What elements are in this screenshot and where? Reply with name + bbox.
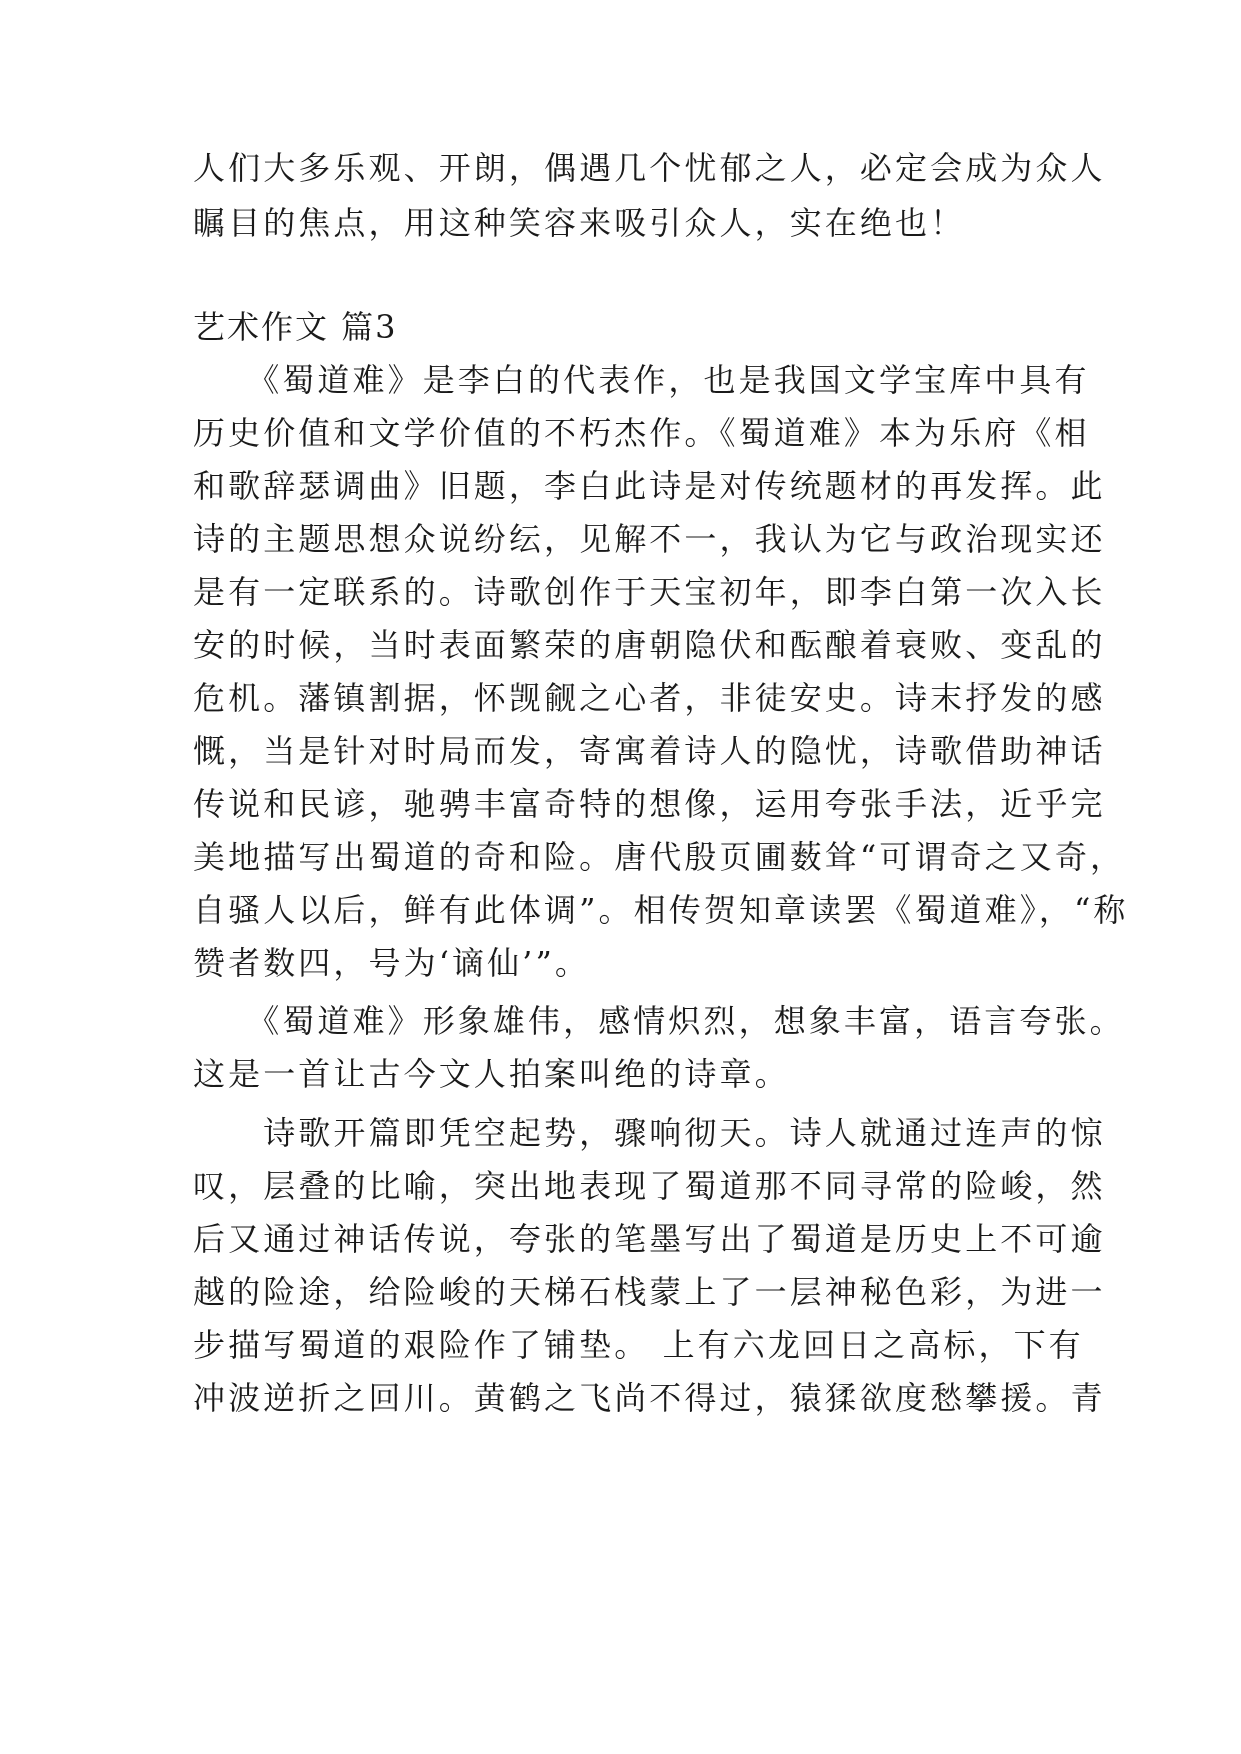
- intro-line: 人们大多乐观、开朗，偶遇几个忧郁之人，必定会成为众人: [193, 149, 1106, 187]
- intro-line: 瞩目的焦点，用这种笑容来吸引众人，实在绝也！: [193, 204, 966, 242]
- body-line: 和歌辞瑟调曲》旧题，李白此诗是对传统题材的再发挥。此: [193, 467, 1106, 505]
- body-line: 叹，层叠的比喻，突出地表现了蜀道那不同寻常的险峻，然: [193, 1167, 1106, 1205]
- body-line: 自骚人以后，鲜有此体调”。相传贺知章读罢《蜀道难》，“称: [193, 891, 1129, 929]
- body-line: 后又通过神话传说，夸张的笔墨写出了蜀道是历史上不可逾: [193, 1220, 1106, 1258]
- body-line: 是有一定联系的。诗歌创作于天宝初年，即李白第一次入长: [193, 573, 1106, 611]
- body-line: 诗歌开篇即凭空起势，骤响彻天。诗人就通过连声的惊: [193, 1114, 1106, 1152]
- body-line: 传说和民谚，驰骋丰富奇特的想像，运用夸张手法，近乎完: [193, 785, 1106, 823]
- body-line: 《蜀道难》是李白的代表作，也是我国文学宝库中具有: [193, 361, 1090, 399]
- section-title: 艺术作文 篇3: [193, 308, 398, 346]
- body-line: 赞者数四，号为‘谪仙’”。: [193, 944, 591, 982]
- body-line: 步描写蜀道的艰险作了铺垫。 上有六龙回日之高标，下有: [193, 1326, 1084, 1364]
- body-line: 安的时候，当时表面繁荣的唐朝隐伏和酝酿着衰败、变乱的: [193, 626, 1106, 664]
- body-line: 诗的主题思想众说纷纭，见解不一，我认为它与政治现实还: [193, 520, 1106, 558]
- body-line: 这是一首让古今文人拍案叫绝的诗章。: [193, 1055, 790, 1093]
- body-line: 美地描写出蜀道的奇和险。唐代殷页圃薮耸“可谓奇之又奇，: [193, 838, 1126, 876]
- body-line: 危机。藩镇割据，怀觊觎之心者，非徒安史。诗末抒发的感: [193, 679, 1106, 717]
- body-line: 越的险途，给险峻的天梯石栈蒙上了一层神秘色彩，为进一: [193, 1273, 1106, 1311]
- body-line: 冲波逆折之回川。黄鹤之飞尚不得过，猿猱欲度愁攀援。青: [193, 1379, 1106, 1417]
- body-line: 《蜀道难》形象雄伟，感情炽烈，想象丰富，语言夸张。: [193, 1002, 1125, 1040]
- body-line: 慨，当是针对时局而发，寄寓着诗人的隐忧，诗歌借助神话: [193, 732, 1106, 770]
- body-line: 历史价值和文学价值的不朽杰作。《蜀道难》本为乐府《相: [193, 414, 1090, 452]
